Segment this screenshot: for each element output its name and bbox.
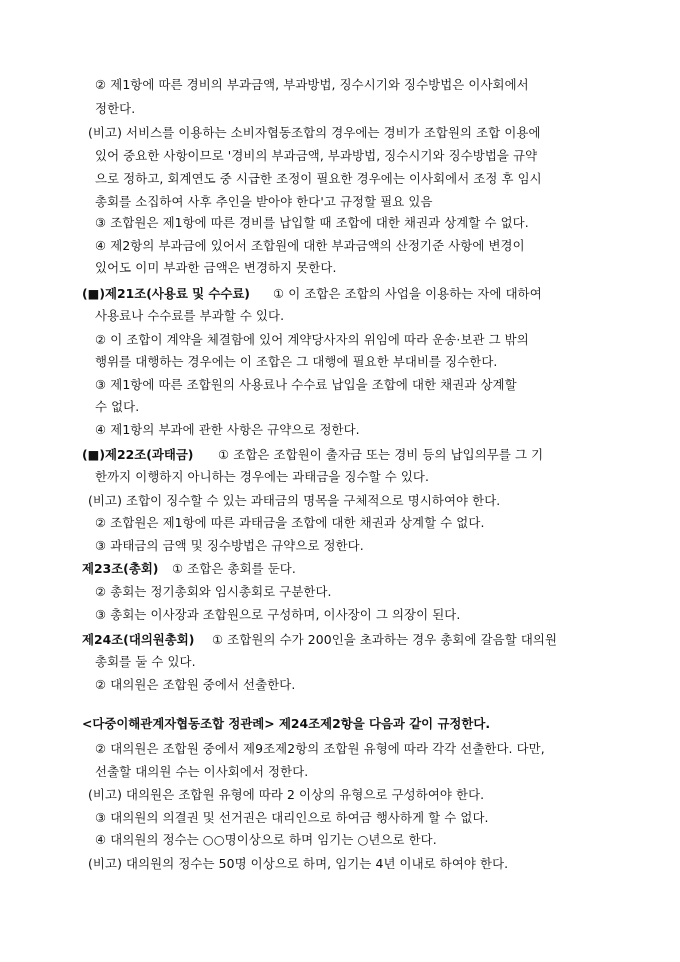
paragraph-line: ② 제1항에 따른 경비의 부과금액, 부과방법, 징수시기와 징수방법은 이사회에서 [95, 77, 529, 92]
paragraph-line: ② 대의원은 조합원 중에서 선출한다. [95, 677, 296, 692]
paragraph-line: ③ 총회는 이사장과 조합원으로 구성하며, 이사장이 그 의장이 된다. [95, 607, 461, 622]
remark-line: (비고) 대의원은 조합원 유형에 따라 2 이상의 유형으로 구성하여야 한다. [88, 787, 485, 802]
paragraph-line: 한까지 이행하지 아니하는 경우에는 과태금을 징수할 수 있다. [95, 469, 430, 484]
article-22-heading: (■)제22조(과태금) [82, 447, 194, 462]
paragraph-line: ④ 제1항의 부과에 관한 사항은 규약으로 정한다. [95, 422, 360, 437]
paragraph-line: 수 없다. [95, 399, 140, 414]
paragraph-line: ③ 제1항에 따른 조합원의 사용료나 수수료 납입을 조합에 대한 채권과 상계할 [95, 377, 517, 392]
paragraph-line: 있어도 이미 부과한 금액은 변경하지 못한다. [95, 260, 337, 275]
paragraph-line: ② 총회는 정기총회와 임시총회로 구분한다. [95, 584, 332, 599]
paragraph-line: ① 이 조합은 조합의 사업을 이용하는 자에 대하여 [273, 286, 542, 301]
paragraph-line: ① 조합은 조합원이 출자금 또는 경비 등의 납입의무를 그 기 [218, 447, 544, 462]
paragraph-line: ④ 제2항의 부과금에 있어서 조합원에 대한 부과금액의 산정기준 사항에 변경이 [95, 238, 525, 253]
paragraph-line: ③ 조합원은 제1항에 따른 경비를 납입할 때 조합에 대한 채권과 상계할 수 없다. [95, 215, 529, 230]
paragraph-line: ② 이 조합이 계약을 체결함에 있어 계약당사자의 위임에 따라 운송·보관 그 밖의 [95, 332, 529, 347]
paragraph-line: ① 조합원의 수가 200인을 초과하는 경우 총회에 갈음할 대의원 [212, 632, 558, 647]
article-23-heading: 제23조(총회) [82, 561, 159, 576]
remark-line: (비고) 서비스를 이용하는 소비자협동조합의 경우에는 경비가 조합원의 조합 이용에 [88, 125, 541, 140]
paragraph-line: 사용료나 수수료를 부과할 수 있다. [95, 308, 285, 323]
remark-line: 총회를 소집하여 사후 추인을 받아야 한다'고 규정할 필요 있음 [95, 194, 433, 209]
remark-line: 으로 정하고, 회계연도 중 시급한 조정이 필요한 경우에는 이사회에서 조정 후 임시 [95, 171, 542, 186]
article-21-heading: (■)제21조(사용료 및 수수료) [82, 286, 250, 301]
remark-line: 있어 중요한 사항이므로 '경비의 부과금액, 부과방법, 징수시기와 징수방법을 규약 [95, 148, 538, 163]
paragraph-line: ④ 대의원의 정수는 ○○명이상으로 하며 임기는 ○년으로 한다. [95, 832, 437, 847]
paragraph-line: 정한다. [95, 101, 136, 116]
paragraph-line: ③ 과태금의 금액 및 징수방법은 규약으로 정한다. [95, 538, 364, 553]
section-heading: <다중이해관계자협동조합 정관례> 제24조제2항을 다음과 같이 규정한다. [82, 716, 491, 731]
paragraph-line: 선출할 대의원 수는 이사회에서 정한다. [95, 764, 309, 779]
paragraph-line: 총회를 둘 수 있다. [95, 654, 196, 669]
paragraph-line: ② 대의원은 조합원 중에서 제9조제2항의 조합원 유형에 따라 각각 선출한다. 다만, [95, 741, 545, 756]
remark-line: (비고) 조합이 징수할 수 있는 과태금의 명목을 구체적으로 명시하여야 한다. [88, 493, 501, 508]
article-24-heading: 제24조(대의원총회) [82, 632, 195, 647]
paragraph-line: ① 조합은 총회를 둔다. [172, 561, 296, 576]
paragraph-line: ③ 대의원의 의결권 및 선거권은 대리인으로 하여금 행사하게 할 수 없다. [95, 810, 489, 825]
remark-line: (비고) 대의원의 정수는 50명 이상으로 하며, 임기는 4년 이내로 하여야 한다. [88, 856, 509, 871]
paragraph-line: 행위를 대행하는 경우에는 이 조합은 그 대행에 필요한 부대비를 징수한다. [95, 354, 498, 369]
paragraph-line: ② 조합원은 제1항에 따른 과태금을 조합에 대한 채권과 상계할 수 없다. [95, 515, 485, 530]
